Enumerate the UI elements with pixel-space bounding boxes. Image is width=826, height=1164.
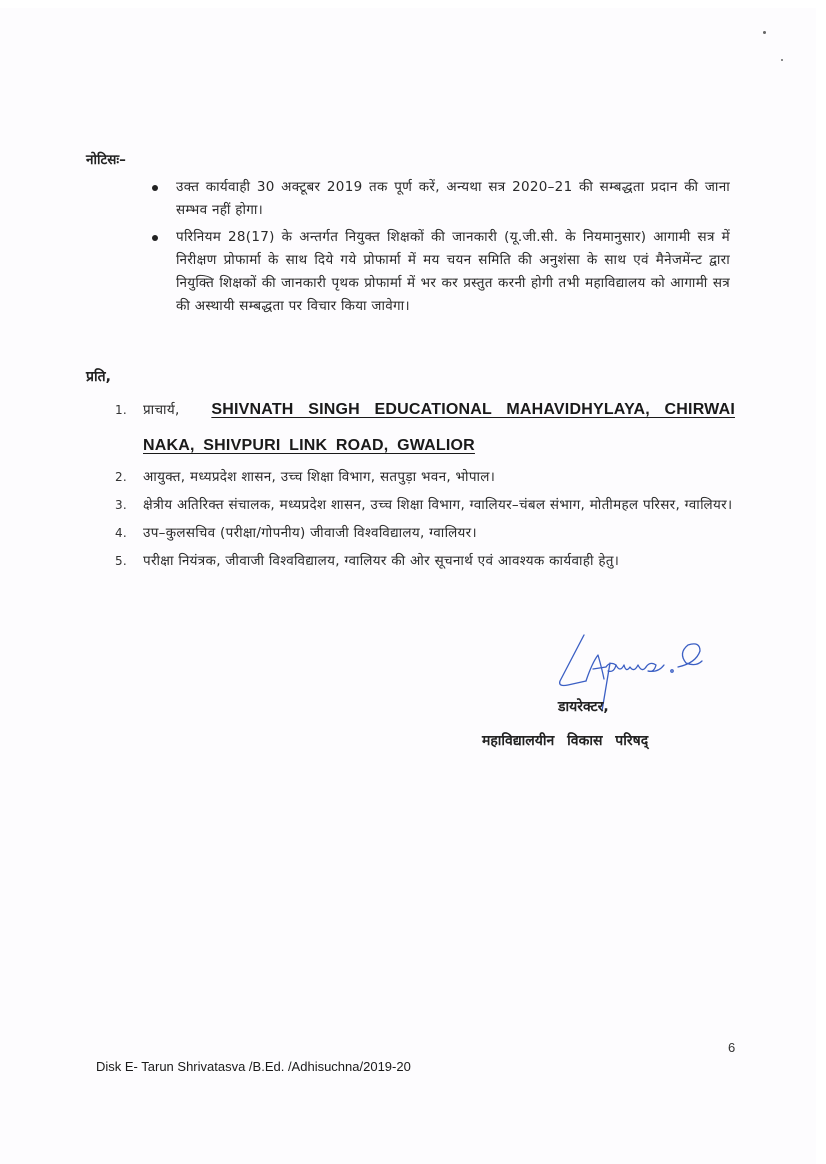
- recipient-number: 5.: [115, 554, 128, 568]
- recipient-item: [115, 520, 735, 546]
- recipient-text: क्षेत्रीय अतिरिक्त संचालक, मध्यप्रदेश शासन, उच्च शिक्षा विभाग, ग्वालियर–चंबल संभाग, मोतीमहल परिसर, ग्वालियर।: [143, 497, 733, 513]
- recipient-text: परीक्षा नियंत्रक, जीवाजी विश्वविद्यालय, ग्वालियर की ओर सूचनार्थ एवं आवश्यक कार्यवाही हेतु।: [143, 553, 620, 569]
- bullet-icon: [152, 185, 158, 191]
- signatory-title: डायरेक्टर,: [558, 699, 609, 715]
- scan-speck: [781, 59, 783, 61]
- recipient-item: [115, 392, 735, 464]
- recipient-prefix: प्राचार्य,: [143, 402, 180, 418]
- notice-bullet-list: [150, 176, 730, 322]
- notice-bullet-text: उक्त कार्यवाही 30 अक्टूबर 2019 तक पूर्ण करें, अन्यथा सत्र 2020–21 की सम्बद्धता प्रदान की जाना सम्भव नहीं होगा।: [176, 179, 730, 218]
- recipient-item: [115, 464, 735, 490]
- recipient-number: 2.: [115, 470, 128, 484]
- notice-heading: नोटिसः–: [86, 152, 126, 168]
- page-number: 6: [728, 1040, 736, 1055]
- notice-bullet-item: [150, 226, 730, 318]
- notice-bullet-item: [150, 176, 730, 222]
- recipient-number: 1.: [115, 403, 128, 417]
- recipient-number: 3.: [115, 498, 128, 512]
- recipient-item: [115, 492, 735, 518]
- recipient-number: 4.: [115, 526, 128, 540]
- scan-speck: [763, 31, 766, 34]
- recipient-text: आयुक्त, मध्यप्रदेश शासन, उच्च शिक्षा विभाग, सतपुड़ा भवन, भोपाल।: [143, 469, 496, 485]
- recipients-list: [115, 392, 735, 576]
- bullet-icon: [152, 235, 158, 241]
- signatory-organization: महाविद्यालयीन विकास परिषद्: [482, 733, 649, 749]
- footer-reference: Disk E- Tarun Shrivatasva /B.Ed. /Adhisuchna/2019-20: [96, 1059, 411, 1074]
- recipients-heading: प्रति,: [86, 369, 111, 385]
- recipient-item: [115, 548, 735, 574]
- recipient-text: उप–कुलसचिव (परीक्षा/गोपनीय) जीवाजी विश्वविद्यालय, ग्वालियर।: [143, 525, 477, 541]
- college-name: SHIVNATH SINGH EDUCATIONAL MAHAVIDHYLAYA, CHIRWAI NAKA, SHIVPURI LINK ROAD, GWALIOR: [143, 401, 735, 454]
- notice-bullet-text: परिनियम 28(17) के अन्तर्गत नियुक्त शिक्षकों की जानकारी (यू.जी.सी. के नियमानुसार) आगामी सत्र में निरीक्षण प्रोफार्मा के साथ दिये गये प्रोफार्मा में मय चयन समिति की अनुशंसा के साथ एवं मैनेजमेंन्ट द्वारा नियुक्ति शिक्षकों की जानकारी पृथक प्रोफार्मा में भर कर प्रस्तुत करनी होगी तभी महाविद्यालय को आगामी सत्र की अस्थायी सम्बद्धता पर विचार किया जावेगा।: [176, 229, 730, 314]
